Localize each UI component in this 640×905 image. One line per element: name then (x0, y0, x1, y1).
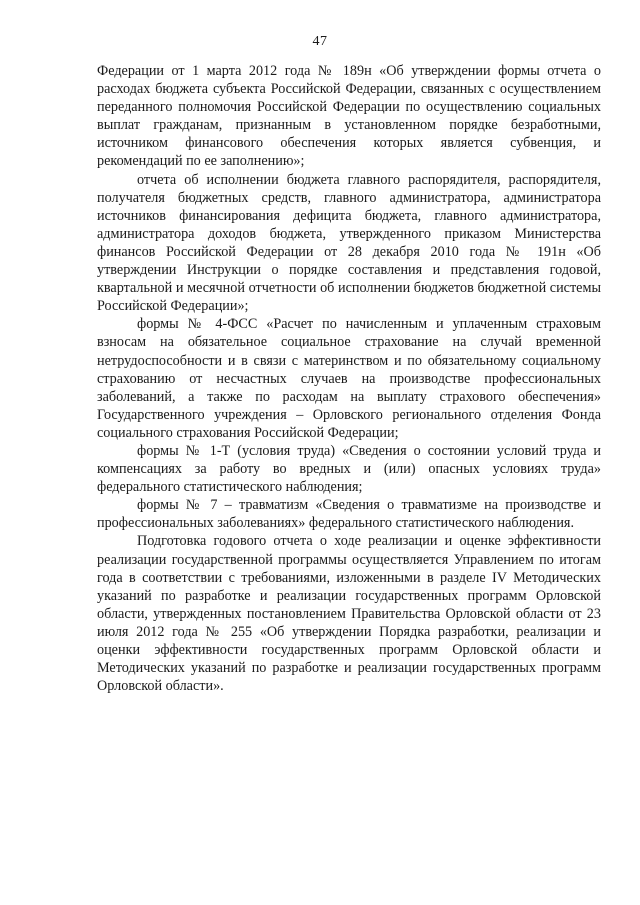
paragraph-5: формы № 7 – травматизм «Сведения о травматизме на производстве и профессиональных заболеваниях» федерального статистического наблюдения. (97, 497, 601, 532)
page-number: 47 (312, 34, 328, 49)
paragraph-4: формы № 1-Т (условия труда) «Сведения о состоянии условий труда и компенсациях за работу во вредных и (или) опасных условиях труда» федерального статистического наблюдения; (97, 442, 601, 496)
body-text (97, 62, 601, 695)
paragraph-1: Федерации от 1 марта 2012 года № 189н «Об утверждении формы отчета о расходах бюджета субъекта Российской Федерации, связанных с осуществлением переданного полномочия Российской Федерации по осуществлению социальных выплат гражданам, признанным в установленном порядке безработными, источником финансового обеспечения которых является субвенция, и рекомендаций по ее заполнению»; (97, 63, 601, 170)
paragraph-3: формы № 4-ФСС «Расчет по начисленным и уплаченным страховым взносам на обязательное социальное страхование на случай временной нетрудоспособности и в связи с материнством и по обязательному социальному страхованию от несчастных случаев на производстве профессиональных заболеваний, а также по расходам на выплату страхового обеспечения» Государственного учреждения – Орловского регионального отделения Фонда социального страхования Российской Федерации; (97, 316, 601, 441)
paragraph-6: Подготовка годового отчета о ходе реализации и оценке эффективности реализации государственной программы осуществляется Управлением по итогам года в соответствии с требованиями, изложенными в разделе IV Методических указаний по разработке и реализации государственных программ Орловской области, утвержденных постановлением Правительства Орловской области от 23 июля 2012 года № 255 «Об утверждении Порядка разработки, реализации и оценки эффективности государственных программ Орловской области и Методических указаний по разработке и реализации государственных программ Орловской области». (97, 533, 601, 695)
paragraph-2: отчета об исполнении бюджета главного распорядителя, распорядителя, получателя бюджетных средств, главного администратора, администратора источников финансирования дефицита бюджета, главного администратора, администратора доходов бюджета, утвержденного приказом Министерства финансов Российской Федерации от 28 декабря 2010 года № 191н «Об утверждении Инструкции о порядке составления и представления годовой, квартальной и месячной отчетности об исполнении бюджетов бюджетной системы Российской Федерации»; (97, 171, 601, 315)
